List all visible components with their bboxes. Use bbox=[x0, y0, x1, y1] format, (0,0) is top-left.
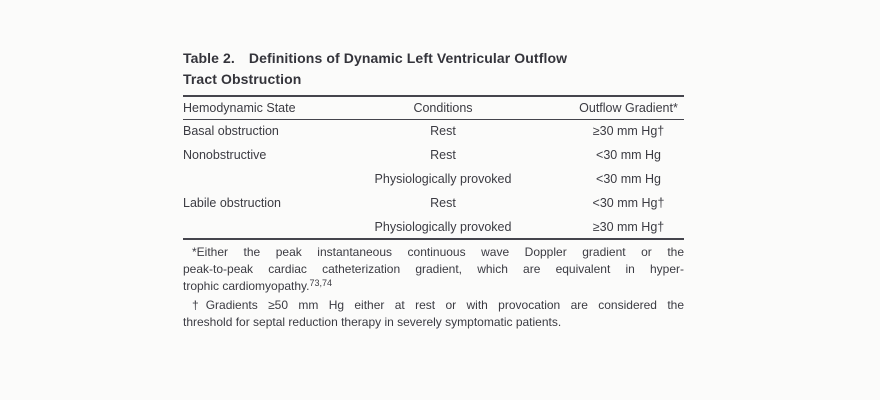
cell-hemodynamic-state bbox=[183, 215, 313, 239]
footnote-dagger-line1: †Gradients ≥50 mm Hg either at rest or with provocation are considered the bbox=[192, 298, 684, 312]
table-row bbox=[183, 167, 684, 191]
cell-gradient: ≥30 mm Hg† bbox=[592, 219, 665, 234]
footnote-asterisk-line2: peak-to-peak cardiac catheterization gradient, which are equivalent in hyper- bbox=[183, 262, 684, 276]
cell-gradient: <30 mm Hg† bbox=[592, 196, 665, 210]
cell-hemodynamic-state: Basal obstruction bbox=[183, 124, 279, 139]
cell-hemodynamic-state bbox=[183, 167, 313, 191]
table-title-line1 bbox=[183, 48, 684, 69]
cell-condition: Physiologically provoked bbox=[374, 172, 512, 186]
table-title-text-line1: Definitions of Dynamic Left Ventricular Outflow bbox=[248, 50, 568, 66]
table-header-row bbox=[183, 96, 684, 119]
footnote-dagger-line2: threshold for septal reduction therapy in severely symptomatic patients. bbox=[183, 315, 562, 329]
cell-gradient: ≥30 mm Hg† bbox=[592, 124, 665, 139]
table-footnotes bbox=[183, 244, 684, 331]
table-row bbox=[183, 191, 684, 215]
table-title-text-line2: Tract Obstruction bbox=[183, 71, 302, 87]
col-header-conditions: Conditions bbox=[313, 96, 573, 119]
col-header-hemodynamic-state: Hemodynamic State bbox=[183, 96, 313, 119]
cell-gradient: <30 mm Hg bbox=[596, 172, 661, 186]
cell-condition: Rest bbox=[430, 124, 456, 139]
footnote-asterisk-line1: *Either the peak instantaneous continuous wave Doppler gradient or the bbox=[192, 245, 684, 259]
col-header-outflow-gradient: Outflow Gradient* bbox=[573, 96, 684, 119]
definitions-table bbox=[183, 95, 684, 240]
cell-hemodynamic-state: Labile obstruction bbox=[183, 196, 281, 210]
table-number-label: Table 2. bbox=[183, 50, 235, 66]
table-figure bbox=[183, 48, 684, 331]
footnote-asterisk-line3 bbox=[183, 278, 684, 295]
cell-gradient: <30 mm Hg bbox=[596, 148, 661, 162]
cell-condition: Physiologically provoked bbox=[374, 219, 512, 234]
table-row bbox=[183, 143, 684, 167]
cell-condition: Rest bbox=[430, 196, 456, 210]
reference-superscript: 73,74 bbox=[309, 278, 333, 288]
table-row bbox=[183, 119, 684, 143]
table-title bbox=[183, 48, 684, 90]
cell-hemodynamic-state: Nonobstructive bbox=[183, 148, 267, 162]
cell-condition: Rest bbox=[430, 148, 456, 162]
table-row bbox=[183, 215, 684, 239]
footnote-asterisk-line3-text: trophic cardiomyopathy. bbox=[183, 279, 310, 293]
